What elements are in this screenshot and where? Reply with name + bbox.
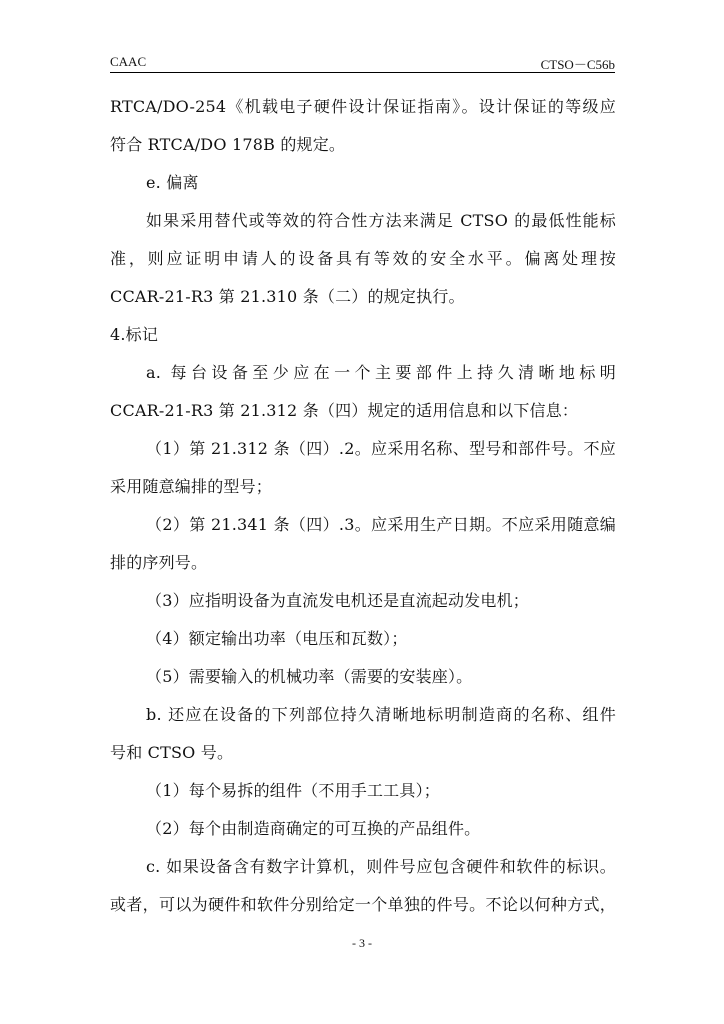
body-line: 采用随意编排的型号； (110, 477, 273, 496)
body-line: 或者，可以为硬件和软件分别给定一个单独的件号。不论以何种方式， (110, 895, 616, 914)
body-line: 符合 RTCA/DO 178B 的规定。 (110, 135, 346, 154)
body-line: （2）每个由制造商确定的可互换的产品组件。 (146, 819, 481, 838)
header-right: CTSO－C56b (540, 57, 615, 72)
body-line: 排的序列号。 (110, 553, 208, 572)
body-line: （2）第 21.341 条（四）.3。应采用生产日期。不应采用随意编 (146, 515, 616, 534)
body-line: CCAR-21-R3 第 21.310 条（二）的规定执行。 (110, 287, 465, 306)
body-line: RTCA/DO-254《机载电子硬件设计保证指南》。设计保证的等级应 (110, 97, 616, 116)
body-line: （4）额定输出功率（电压和瓦数）； (146, 629, 408, 648)
body-line: b. 还应在设备的下列部位持久清晰地标明制造商的名称、组件 (146, 705, 616, 724)
body-line: 如果采用替代或等效的符合性方法来满足 CTSO 的最低性能标 (146, 211, 616, 230)
page-header (110, 52, 615, 73)
section-heading: e. 偏离 (146, 173, 199, 192)
body-line: a. 每台设备至少应在一个主要部件上持久清晰地标明 (146, 363, 616, 382)
page-number: - 3 - (352, 936, 372, 950)
body-line: 准，则应证明申请人的设备具有等效的安全水平。偏离处理按 (110, 249, 616, 268)
body-line: （1）每个易拆的组件（不用手工工具）； (146, 781, 440, 800)
body-line: CCAR-21-R3 第 21.312 条（四）规定的适用信息和以下信息： (110, 401, 579, 420)
body-line: 号和 CTSO 号。 (110, 743, 234, 762)
body-line: （5）需要输入的机械功率（需要的安装座）。 (146, 667, 473, 686)
body-line: （3）应指明设备为直流发电机还是直流起动发电机； (146, 591, 529, 610)
section-heading: 4.标记 (110, 325, 159, 344)
body-line: （1）第 21.312 条（四）.2。应采用名称、型号和部件号。不应 (146, 439, 616, 458)
body-line: c. 如果设备含有数字计算机，则件号应包含硬件和软件的标识。 (146, 857, 616, 876)
header-left: CAAC (110, 54, 147, 69)
